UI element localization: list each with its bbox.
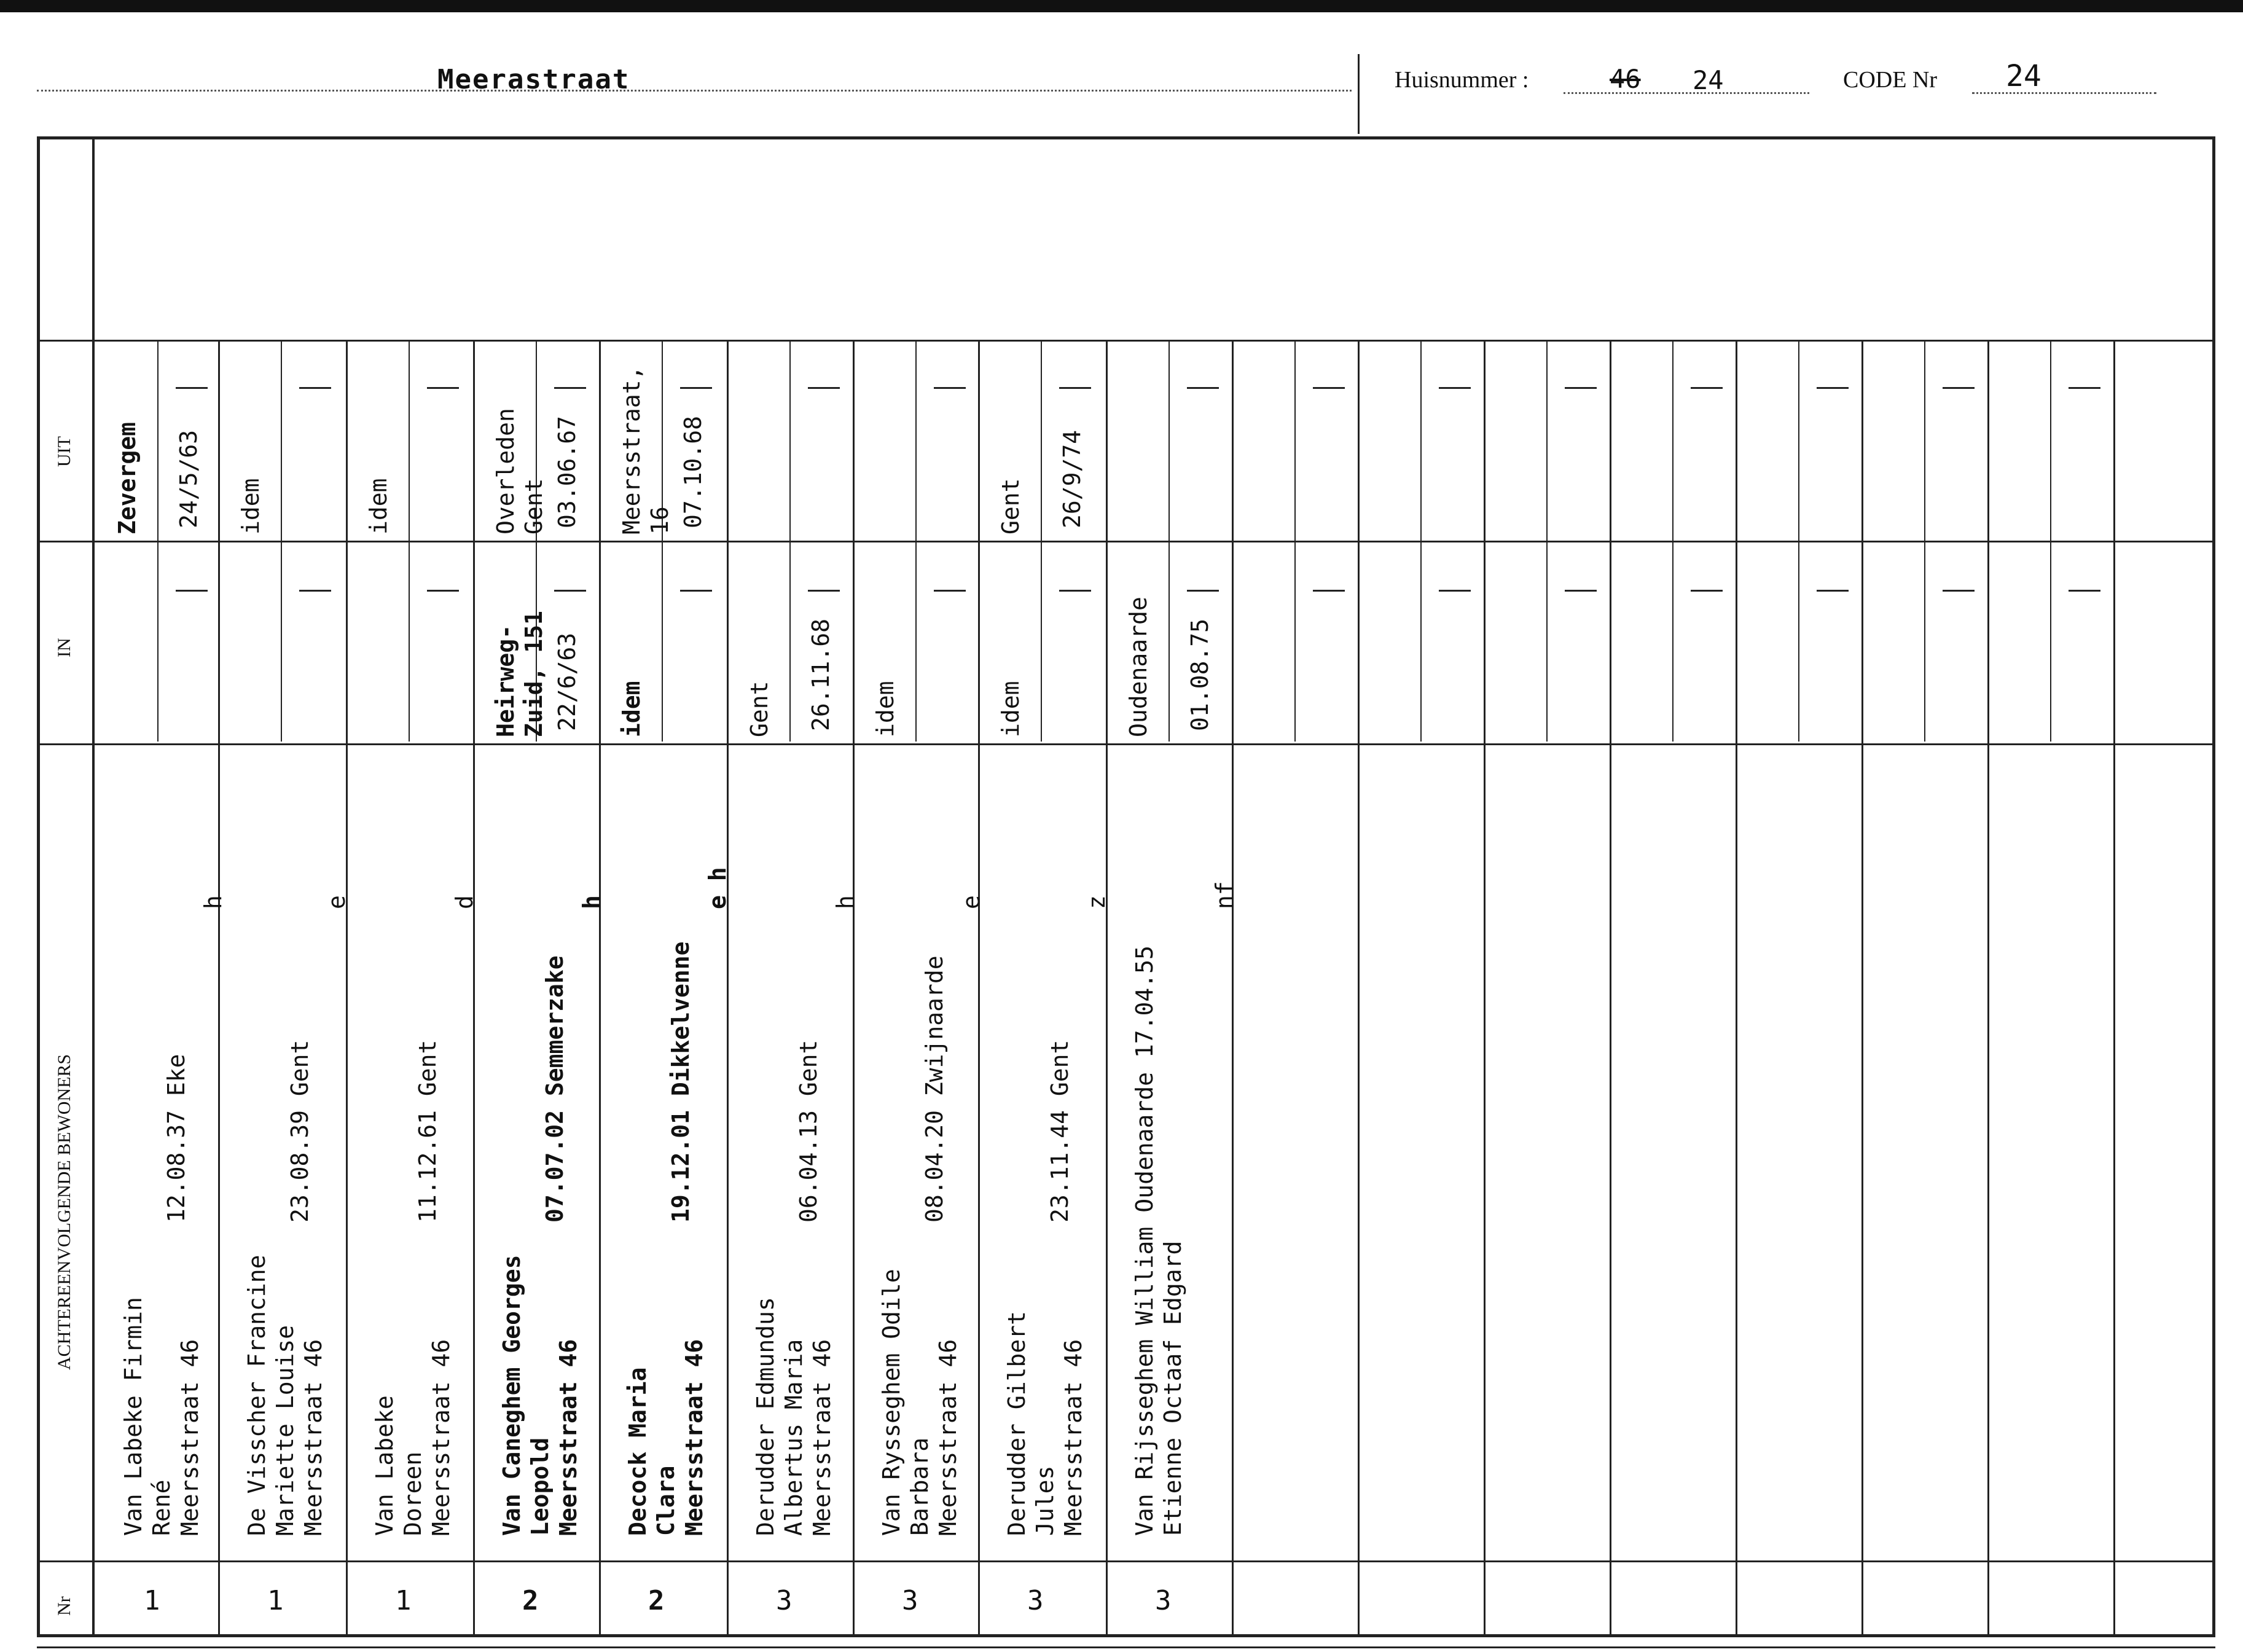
subcolumn-divider bbox=[1924, 541, 1925, 742]
resident-name: Derudder Edmundus bbox=[752, 1297, 779, 1536]
empty-marker bbox=[934, 590, 966, 592]
empty-marker bbox=[176, 590, 208, 592]
empty-marker bbox=[554, 387, 586, 389]
resident-given-names: Mariette Louise bbox=[272, 1325, 299, 1536]
table-left-border bbox=[37, 136, 40, 1635]
column-divider bbox=[2113, 340, 2115, 1636]
subcolumn-divider bbox=[789, 541, 791, 742]
birth-info: 07.07.02 Semmerzake bbox=[541, 955, 568, 1223]
subcolumn-divider bbox=[1420, 541, 1422, 742]
family-code: e h bbox=[704, 867, 731, 909]
birth-info: 23.11.44 Gent bbox=[1046, 1039, 1073, 1223]
header-divider bbox=[1358, 54, 1360, 134]
uit-date: 07.10.68 bbox=[679, 415, 707, 528]
subcolumn-divider bbox=[789, 340, 791, 541]
resident-address: Meersstraat 46 bbox=[1060, 1339, 1087, 1536]
uit-top-line bbox=[37, 340, 2215, 342]
family-code: h bbox=[578, 895, 605, 909]
empty-marker bbox=[1565, 387, 1597, 389]
empty-marker bbox=[1059, 387, 1091, 389]
resident-given-names: Barbara bbox=[906, 1437, 933, 1536]
in-place: idem bbox=[997, 681, 1024, 737]
entry-nr: 3 bbox=[1155, 1585, 1172, 1616]
subcolumn-divider bbox=[1798, 340, 1799, 541]
empty-marker bbox=[299, 387, 331, 389]
birth-info: 06.04.13 Gent bbox=[795, 1039, 822, 1223]
street-name: Meerastraat bbox=[437, 64, 630, 95]
empty-marker bbox=[1187, 590, 1219, 592]
resident-name: Van Rijsseghem William Oudenaarde 17.04.55 bbox=[1131, 945, 1158, 1536]
empty-marker bbox=[1313, 590, 1345, 592]
column-divider bbox=[599, 340, 601, 1636]
resident-given-names: Etienne Octaaf Edgard bbox=[1159, 1240, 1186, 1536]
column-divider bbox=[218, 340, 220, 1636]
bewoners-column-label: ACHTEREENVOLGENDE BEWONERS bbox=[54, 1054, 74, 1370]
family-code: h bbox=[832, 895, 859, 909]
family-code: nf bbox=[1211, 881, 1238, 909]
in-date: 01.08.75 bbox=[1186, 618, 1213, 731]
empty-marker bbox=[808, 387, 840, 389]
resident-address: Meersstraat 46 bbox=[808, 1339, 836, 1536]
resident-name: Derudder Gilbert bbox=[1003, 1310, 1030, 1536]
birth-info: 12.08.37 Eke bbox=[163, 1054, 190, 1223]
family-code: e bbox=[323, 895, 350, 909]
in-date: 22/6/63 bbox=[554, 632, 581, 731]
code-dotted-line bbox=[1972, 92, 2156, 94]
huisnummer-old: 46 bbox=[1610, 64, 1641, 94]
bottom-margin-line bbox=[37, 1646, 2215, 1648]
column-divider bbox=[978, 340, 980, 1636]
entry-nr: 3 bbox=[902, 1585, 918, 1616]
subcolumn-divider bbox=[1798, 541, 1799, 742]
empty-marker bbox=[1817, 590, 1849, 592]
bewoners-nr-divider bbox=[37, 1560, 2215, 1562]
scan-top-edge bbox=[0, 0, 2243, 12]
code-value: 24 bbox=[2006, 59, 2041, 93]
resident-given-names: Leopold bbox=[526, 1437, 554, 1536]
family-code: d bbox=[451, 895, 478, 909]
subcolumn-divider bbox=[281, 541, 282, 742]
empty-marker bbox=[1439, 590, 1471, 592]
subcolumn-divider bbox=[157, 340, 159, 541]
subcolumn-divider bbox=[281, 340, 282, 541]
resident-address: Meersstraat 46 bbox=[934, 1339, 961, 1536]
uit-date: 26/9/74 bbox=[1059, 429, 1086, 528]
column-divider bbox=[1106, 340, 1108, 1636]
resident-name: Van Rysseghem Odile bbox=[878, 1269, 905, 1536]
resident-name: Van Labeke bbox=[371, 1395, 398, 1536]
resident-address: Meersstraat 46 bbox=[555, 1339, 582, 1536]
nr-column-label: Nr bbox=[54, 1596, 74, 1616]
resident-name: Van Labeke Firmin bbox=[120, 1297, 147, 1536]
subcolumn-divider bbox=[2050, 340, 2051, 541]
empty-marker bbox=[299, 590, 331, 592]
uit-in-divider bbox=[37, 541, 2215, 542]
uit-column-label: UIT bbox=[54, 436, 74, 467]
column-divider bbox=[1987, 340, 1989, 1636]
subcolumn-divider bbox=[1041, 340, 1042, 541]
uit-place: Overleden Gent bbox=[492, 408, 547, 534]
empty-marker bbox=[1565, 590, 1597, 592]
birth-info: 11.12.61 Gent bbox=[414, 1039, 441, 1223]
subcolumn-divider bbox=[1294, 340, 1296, 541]
subcolumn-divider bbox=[915, 541, 917, 742]
code-label: CODE Nr bbox=[1843, 67, 1938, 93]
empty-marker bbox=[808, 590, 840, 592]
resident-name: Van Caneghem Georges bbox=[498, 1255, 525, 1536]
uit-place: Gent bbox=[997, 478, 1024, 534]
huisnummer-dotted-line bbox=[1564, 92, 1809, 94]
birth-info: 08.04.20 Zwijnaarde bbox=[921, 955, 948, 1223]
in-place: Gent bbox=[746, 681, 773, 737]
street-dotted-line bbox=[37, 90, 1352, 92]
empty-marker bbox=[1187, 387, 1219, 389]
empty-marker bbox=[554, 590, 586, 592]
uit-date: 24/5/63 bbox=[175, 429, 202, 528]
empty-marker bbox=[1943, 387, 1975, 389]
uit-place: Meersstraat, 16 bbox=[618, 366, 673, 534]
column-divider bbox=[853, 340, 855, 1636]
in-column-label: IN bbox=[54, 638, 74, 657]
subcolumn-divider bbox=[1294, 541, 1296, 742]
family-code: e bbox=[958, 895, 985, 909]
resident-address: Meersstraat 46 bbox=[300, 1339, 327, 1536]
resident-given-names: René bbox=[148, 1479, 175, 1536]
table-top-border bbox=[37, 136, 2215, 139]
subcolumn-divider bbox=[1672, 541, 1673, 742]
column-divider bbox=[1232, 340, 1234, 1636]
huisnummer-new: 24 bbox=[1693, 65, 1724, 95]
resident-given-names: Clara bbox=[652, 1465, 679, 1536]
huisnummer-label: Huisnummer : bbox=[1395, 67, 1529, 93]
column-divider bbox=[1861, 340, 1863, 1636]
empty-marker bbox=[1313, 387, 1345, 389]
resident-given-names: Albertus Maria bbox=[780, 1339, 807, 1536]
empty-marker bbox=[2069, 590, 2100, 592]
resident-address: Meersstraat 46 bbox=[681, 1339, 708, 1536]
empty-marker bbox=[2069, 387, 2100, 389]
resident-address: Meersstraat 46 bbox=[176, 1339, 203, 1536]
resident-given-names: Jules bbox=[1031, 1465, 1059, 1536]
uit-date: 03.06.67 bbox=[554, 415, 581, 528]
subcolumn-divider bbox=[662, 541, 663, 742]
entry-nr: 3 bbox=[1027, 1585, 1044, 1616]
resident-address: Meersstraat 46 bbox=[428, 1339, 455, 1536]
resident-given-names: Doreen bbox=[399, 1451, 426, 1536]
column-divider bbox=[1484, 340, 1486, 1636]
table-right-border bbox=[2212, 136, 2215, 1635]
empty-marker bbox=[1059, 590, 1091, 592]
column-divider bbox=[1358, 340, 1360, 1636]
empty-marker bbox=[680, 590, 712, 592]
subcolumn-divider bbox=[1546, 340, 1548, 541]
in-bewoners-divider bbox=[37, 743, 2215, 745]
empty-marker bbox=[1817, 387, 1849, 389]
subcolumn-divider bbox=[409, 541, 410, 742]
column-divider bbox=[346, 340, 348, 1636]
subcolumn-divider bbox=[915, 340, 917, 541]
subcolumn-divider bbox=[1168, 340, 1170, 541]
birth-info: 23.08.39 Gent bbox=[286, 1039, 313, 1223]
empty-marker bbox=[680, 387, 712, 389]
empty-marker bbox=[427, 590, 459, 592]
in-place: idem bbox=[618, 681, 645, 737]
resident-name: De Visscher Francine bbox=[243, 1255, 270, 1536]
resident-name: Decock Maria bbox=[624, 1367, 651, 1536]
birth-info: 19.12.01 Dikkelvenne bbox=[667, 941, 694, 1223]
in-date: 26.11.68 bbox=[807, 618, 834, 731]
empty-marker bbox=[934, 387, 966, 389]
in-place: Heirweg- Zuid, 151 bbox=[492, 611, 547, 737]
subcolumn-divider bbox=[1546, 541, 1548, 742]
subcolumn-divider bbox=[1168, 541, 1170, 742]
entry-nr: 1 bbox=[267, 1585, 284, 1616]
column-divider bbox=[1610, 340, 1611, 1636]
entry-nr: 1 bbox=[144, 1585, 160, 1616]
empty-marker bbox=[1943, 590, 1975, 592]
empty-marker bbox=[1691, 590, 1723, 592]
column-divider bbox=[473, 340, 475, 1636]
uit-place: idem bbox=[365, 478, 392, 534]
table-bottom-border bbox=[37, 1634, 2215, 1637]
entry-nr: 2 bbox=[648, 1585, 665, 1616]
uit-place: idem bbox=[237, 478, 264, 534]
subcolumn-divider bbox=[1924, 340, 1925, 541]
empty-marker bbox=[176, 387, 208, 389]
subcolumn-divider bbox=[1041, 541, 1042, 742]
column-divider bbox=[727, 340, 729, 1636]
subcolumn-divider bbox=[157, 541, 159, 742]
subcolumn-divider bbox=[1672, 340, 1673, 541]
column-divider bbox=[1736, 340, 1737, 1636]
entry-nr: 2 bbox=[522, 1585, 539, 1616]
family-code: z bbox=[1083, 895, 1110, 909]
uit-place: Zevergem bbox=[114, 421, 141, 534]
empty-marker bbox=[1691, 387, 1723, 389]
subcolumn-divider bbox=[409, 340, 410, 541]
empty-marker bbox=[427, 387, 459, 389]
entry-nr: 1 bbox=[395, 1585, 412, 1616]
in-place: idem bbox=[872, 681, 899, 737]
family-code: h bbox=[200, 895, 227, 909]
entry-nr: 3 bbox=[776, 1585, 793, 1616]
subcolumn-divider bbox=[1420, 340, 1422, 541]
in-place: Oudenaarde bbox=[1125, 597, 1152, 737]
label-column-divider bbox=[92, 136, 95, 1635]
empty-marker bbox=[1439, 387, 1471, 389]
subcolumn-divider bbox=[2050, 541, 2051, 742]
